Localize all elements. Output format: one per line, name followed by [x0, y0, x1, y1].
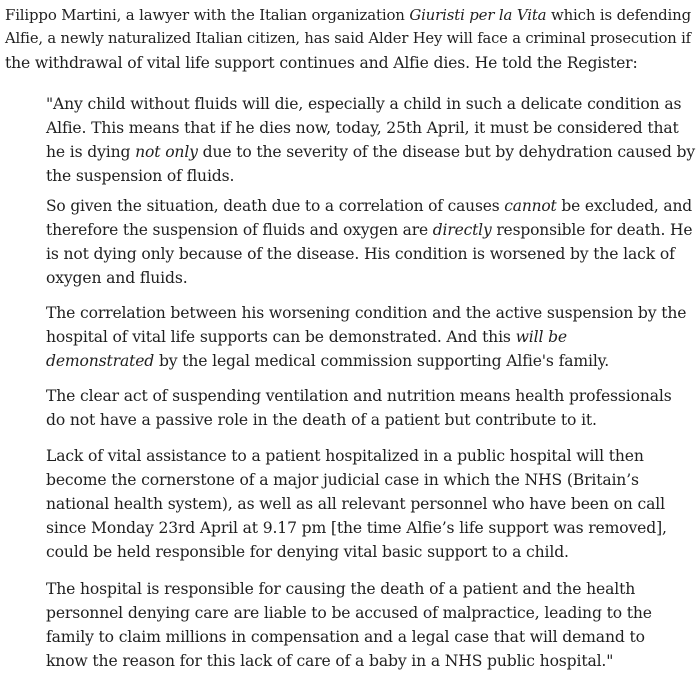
text-line — [46, 349, 696, 373]
quote-paragraph-6 — [46, 577, 696, 673]
text-line: The clear act of suspending ventilation and nutrition means health professionals — [46, 387, 672, 405]
text-line: The hospital is responsible for causing the death of a patient and the health — [46, 580, 636, 598]
text-line: Alfie, a newly naturalized Italian citizen, has said Alder Hey will face a criminal prosecution if — [5, 30, 691, 47]
text-line: become the cornerstone of a major judicial case in which the NHS (Britain’s — [46, 471, 639, 489]
quote-paragraph-5 — [46, 444, 696, 564]
text-span: Filippo Martini, a lawyer with the Italian organization — [5, 6, 410, 24]
quote-paragraph-2 — [46, 194, 696, 290]
text-span: be excluded, and — [556, 197, 693, 215]
text-line: personnel denying care are liable to be accused of malpractice, leading to the — [46, 604, 652, 622]
quote-paragraph-3 — [46, 301, 696, 373]
emphasis: demonstrated — [46, 352, 155, 370]
quote-paragraph-1 — [46, 92, 696, 188]
text-line — [46, 140, 696, 164]
organization-name: Giuristi per la Vita — [409, 6, 547, 24]
text-line: could be held responsible for denying vital basic support to a child. — [46, 543, 569, 561]
text-line: do not have a passive role in the death of a patient but contribute to it. — [46, 411, 597, 429]
text-line — [46, 325, 696, 349]
quote-paragraph-4 — [46, 384, 696, 432]
text-line: family to claim millions in compensation and a legal case that will demand to — [46, 628, 645, 646]
text-span: therefore the suspension of fluids and oxygen are — [46, 221, 433, 239]
emphasis: not only — [135, 143, 198, 161]
emphasis: directly — [432, 221, 492, 239]
text-span: hospital of vital life supports can be demonstrated. And this — [46, 328, 516, 346]
text-line: Alfie. This means that if he dies now, today, 25th April, it must be considered that — [46, 119, 679, 137]
text-line: the withdrawal of vital life support continues and Alfie dies. He told the Register: — [5, 54, 638, 72]
text-span: So given the situation, death due to a correlation of causes — [46, 197, 505, 215]
text-line: know the reason for this lack of care of a baby in a NHS public hospital." — [46, 652, 614, 670]
text-line — [5, 3, 695, 27]
text-line: The correlation between his worsening condition and the active suspension by the — [46, 304, 687, 322]
text-span: by the legal medical commission supporting Alfie's family. — [154, 352, 610, 370]
text-span: due to the severity of the disease but by dehydration caused by — [197, 143, 696, 161]
text-span: which is defending — [546, 6, 692, 24]
emphasis: will be — [515, 328, 568, 346]
text-line — [46, 218, 696, 242]
text-line: the suspension of fluids. — [46, 167, 235, 185]
text-line: is not dying only because of the disease. His condition is worsened by the lack of — [46, 245, 675, 263]
intro-paragraph — [5, 3, 695, 75]
text-span: he is dying — [46, 143, 136, 161]
text-line: since Monday 23rd April at 9.17 pm [the time Alfie’s life support was removed], — [46, 519, 667, 537]
text-line: national health system), as well as all relevant personnel who have been on call — [46, 495, 665, 513]
text-line: "Any child without fluids will die, especially a child in such a delicate condition as — [46, 95, 682, 113]
emphasis: cannot — [504, 197, 557, 215]
text-line: oxygen and fluids. — [46, 269, 188, 287]
text-line — [46, 194, 696, 218]
text-span: responsible for death. He — [491, 221, 693, 239]
text-line: Lack of vital assistance to a patient hospitalized in a public hospital will then — [46, 447, 644, 465]
